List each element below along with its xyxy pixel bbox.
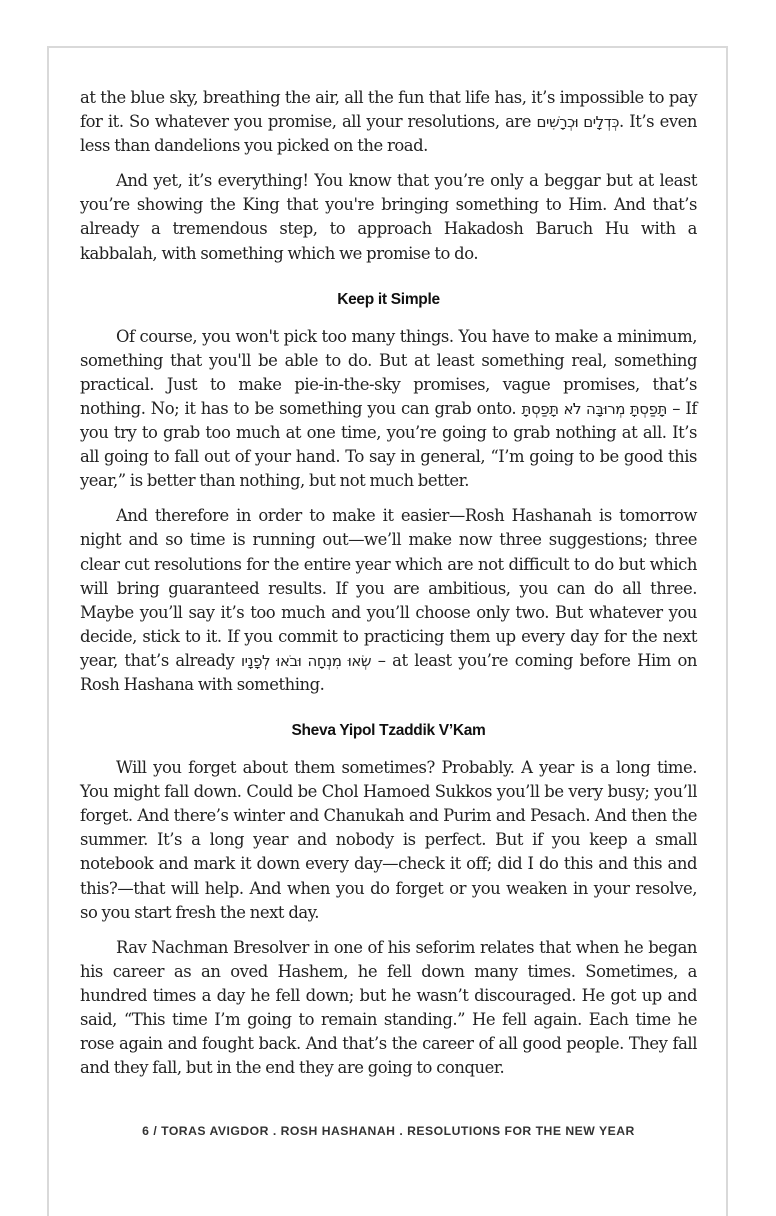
paragraph-4-hebrew: שְׂאוּ מִנְחָה וּבֹאוּ לְפָנָיו bbox=[240, 651, 372, 670]
page-footer: 6 / TORAS AVIGDOR . ROSH HASHANAH . RESOLUTIONS FOR THE NEW YEAR bbox=[142, 1124, 635, 1138]
paragraph-4-text-a: And therefore in order to make it easier—Rosh Hashanah is tomorrow night and so time is running out—we’ll make now three suggestions; three clear cut resolutions for the entire year which are not difficult to do but which will bring guaranteed results. If you are ambitious, you can do all three. Maybe you’ll say it’s too much and you’ll choose only two. But whatever you decide, stick to it. If you commit to practicing them up every day for the next year, that’s already bbox=[80, 506, 697, 670]
paragraph-3-text-b: – If you try to grab too much at one time, you’re going to grab nothing at all. It’s all going to fall out of your hand. To say in general, “I’m going to be good this year,” is better than nothing, but not much better. bbox=[80, 398, 697, 491]
paragraph-4-text-b: – at least you’re coming before Him on Rosh Hashana with something. bbox=[80, 650, 697, 694]
paragraph-5: Will you forget about them sometimes? Probably. A year is a long time. You might fall down. Could be Chol Hamoed Sukkos you’ll be very busy; you’ll forget. And there’s winter and Chanukah and Purim and Pesach. And then the summer. It’s a long year and nobody is perfect. But if you keep a small notebook and mark it down every day—check it off; did I do this and this and this?—that will help. And when you do forget or you weaken in your resolve, so you start fresh the next day. bbox=[80, 758, 697, 922]
paragraph-4 bbox=[80, 504, 697, 697]
paragraph-1-text-a: at the blue sky, breathing the air, all the fun that life has, it’s impossible to pay for it. So whatever you promise, all your resolutions, are bbox=[80, 88, 697, 132]
paragraph-1-text-b: . It’s even less than dandelions you picked on the road. bbox=[80, 112, 697, 156]
paragraph-1-hebrew: כְּדְלָים וּכְרָשִׁים bbox=[536, 113, 619, 132]
section-heading-sheva-yipol: Sheva Yipol Tzaddik V’Kam bbox=[291, 722, 486, 740]
paragraph-2: And yet, it’s everything! You know that you’re only a beggar but at least you’re showing the King that you're bringing something to Him. And that’s already a tremendous step, to approach Hakadosh Baruch Hu with a kabbalah, with something which we promise to do. bbox=[80, 171, 697, 263]
paragraph-3-hebrew: תָּפַסְתָּ מְרוּבָּה לֹא תָּפַסְתָּ bbox=[521, 399, 667, 418]
section-heading-keep-it-simple: Keep it Simple bbox=[337, 290, 440, 308]
paragraph-3-text-a: Of course, you won't pick too many things. You have to make a minimum, something that you'll be able to do. But at least something real, something practical. Just to make pie-in-the-sky promises, vague promises, that’s nothing. No; it has to be something you can grab onto. bbox=[80, 326, 697, 418]
paragraph-6: Rav Nachman Bresolver in one of his seforim relates that when he began his career as an oved Hashem, he fell down many times. Sometimes, a hundred times a day he fell down; but he wasn’t discouraged. He got up and said, “This time I’m going to remain standing.” He fell again. Each time he rose again and fought back. And that’s the career of all good people. They fall and they fall, but in the end they are going to conquer. bbox=[80, 937, 697, 1078]
page-body bbox=[80, 86, 697, 1091]
paragraph-3 bbox=[80, 325, 697, 494]
paragraph-1 bbox=[80, 86, 697, 158]
